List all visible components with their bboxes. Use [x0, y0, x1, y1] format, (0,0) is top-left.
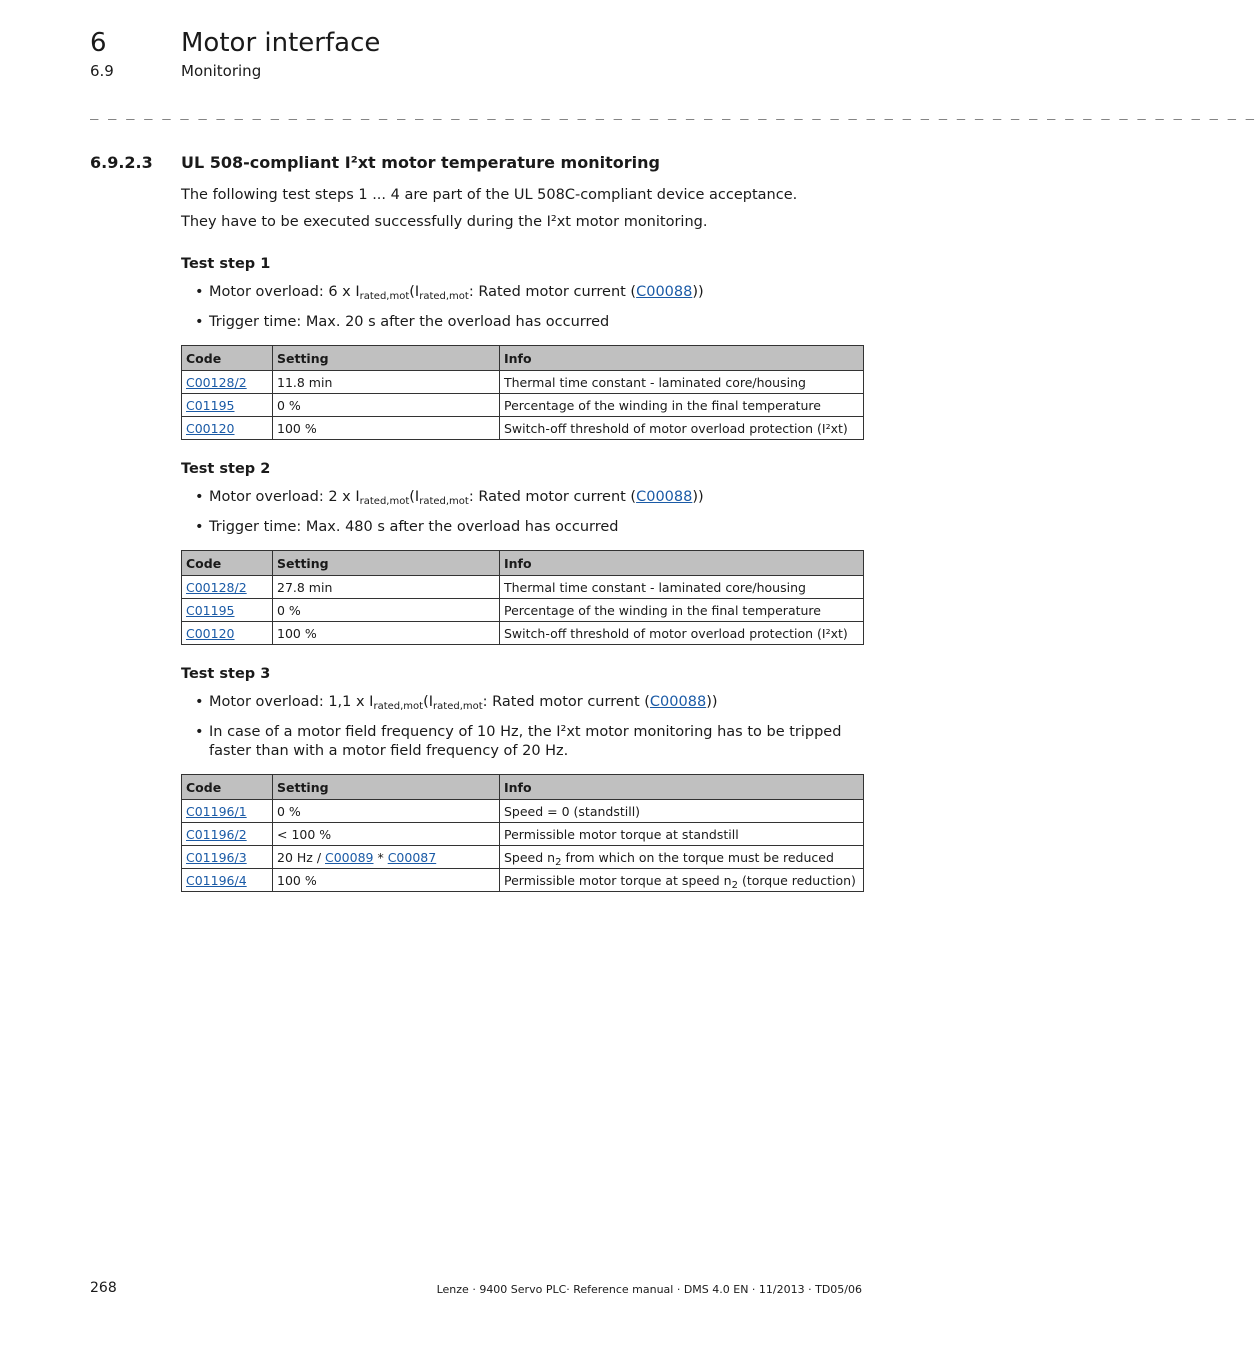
table-row: [182, 599, 864, 622]
step1-trigger-text: Trigger time: Max. 20 s after the overload has occurred: [209, 314, 610, 330]
table-row: [182, 823, 864, 846]
setting-cell: 0 %: [273, 599, 500, 622]
link-c00087[interactable]: C00087: [387, 849, 437, 865]
info-cell: Thermal time constant - laminated core/housing: [500, 576, 864, 599]
setting-cell: 100 %: [273, 869, 500, 892]
code-link[interactable]: C00128/2: [186, 579, 247, 595]
table-row: [182, 394, 864, 417]
table-row: [182, 417, 864, 440]
step1-overload-text: Motor overload: 6 x $I_{rated,mot}(I_{rated,mot}$: Rated motor current (C00088)): [209, 284, 704, 302]
table-row: [182, 576, 864, 599]
table-row: [182, 371, 864, 394]
code-link[interactable]: C01195: [186, 602, 235, 618]
step3-table: [181, 774, 864, 892]
setting-cell: 11.8 min: [273, 371, 500, 394]
table-header-row: [182, 551, 864, 576]
step1-title: Test step 1: [181, 256, 271, 272]
subsection-number: 6.9.2.3: [90, 153, 153, 172]
bullet-dot: •: [195, 314, 204, 330]
col-setting: Setting: [273, 346, 500, 371]
setting-cell: 27.8 min: [273, 576, 500, 599]
info-cell: Percentage of the winding in the final temperature: [500, 394, 864, 417]
info-cell: Switch-off threshold of motor overload protection (I²xt): [500, 622, 864, 645]
info-cell: Percentage of the winding in the final temperature: [500, 599, 864, 622]
setting-cell: 100 %: [273, 417, 500, 440]
setting-cell: < 100 %: [273, 823, 500, 846]
bullet-dot: •: [195, 284, 204, 300]
subsection-title: UL 508-compliant I²xt motor temperature monitoring: [181, 153, 660, 172]
link-c00088[interactable]: C00088: [636, 284, 693, 300]
col-info: Info: [500, 551, 864, 576]
col-code: Code: [182, 551, 273, 576]
step3-title: Test step 3: [181, 666, 271, 682]
link-c00089[interactable]: C00089: [325, 849, 374, 865]
footer-doc-info: Lenze · 9400 Servo PLC· Reference manual · DMS 4.0 EN · 11/2013 · TD05/06: [436, 1283, 862, 1296]
table-row: [182, 846, 864, 869]
chapter-title: Motor interface: [181, 28, 381, 58]
section-number: 6.9: [90, 62, 114, 80]
setting-cell: 0 %: [273, 394, 500, 417]
code-link[interactable]: C00120: [186, 420, 235, 436]
chapter-number: 6: [90, 28, 107, 58]
step2-trigger-text: Trigger time: Max. 480 s after the overload has occurred: [209, 519, 619, 535]
table-row: [182, 869, 864, 892]
code-link[interactable]: C00128/2: [186, 374, 247, 390]
table-row: [182, 800, 864, 823]
step2-table: [181, 550, 864, 645]
table-header-row: [182, 346, 864, 371]
bullet-dot: •: [195, 519, 204, 535]
info-cell: Permissible motor torque at speed $n_2$ (torque reduction): [500, 869, 864, 892]
link-c00088[interactable]: C00088: [636, 489, 693, 505]
step3-overload-text: Motor overload: 1,1 x $I_{rated,mot}(I_{rated,mot}$: Rated motor current (C00088)): [209, 694, 718, 712]
link-c00088[interactable]: C00088: [649, 694, 707, 710]
bullet-dot: •: [195, 694, 204, 710]
section-title: Monitoring: [181, 62, 262, 80]
page-number: 268: [90, 1280, 117, 1296]
code-link[interactable]: C01195: [186, 397, 235, 413]
col-info: Info: [500, 775, 864, 800]
intro-paragraph-2: They have to be executed successfully during the I²xt motor monitoring.: [181, 214, 708, 230]
col-setting: Setting: [273, 775, 500, 800]
info-cell: Switch-off threshold of motor overload protection (I²xt): [500, 417, 864, 440]
col-code: Code: [182, 775, 273, 800]
step1-table: [181, 345, 864, 440]
col-code: Code: [182, 346, 273, 371]
table-row: [182, 622, 864, 645]
step2-overload-text: Motor overload: 2 x $I_{rated,mot}(I_{rated,mot}$: Rated motor current (C00088)): [209, 489, 704, 507]
bullet-dot: •: [195, 724, 204, 740]
table-header-row: [182, 775, 864, 800]
col-info: Info: [500, 346, 864, 371]
setting-cell: 20 Hz / C00089 * C00087: [273, 846, 500, 869]
step2-title: Test step 2: [181, 461, 271, 477]
header-divider: _ _ _ _ _ _ _ _ _ _ _ _ _ _ _ _ _ _ _ _ _ _ _ _ _ _ _ _ _ _ _ _ _ _ _ _ _ _ _ _ _ _ _ _ _ _ _ _ _ _ _ _ _ _ _ _ _ _ _ _ _ _ _ _ _: [90, 104, 1255, 120]
code-link[interactable]: C01196/1: [186, 803, 247, 819]
info-cell: Speed = 0 (standstill): [500, 800, 864, 823]
intro-paragraph-1: The following test steps 1 ... 4 are part of the UL 508C-compliant device acceptance.: [181, 187, 798, 203]
col-setting: Setting: [273, 551, 500, 576]
info-cell: Speed $n_2$ from which on the torque must be reduced: [500, 846, 864, 869]
info-cell: Permissible motor torque at standstill: [500, 823, 864, 846]
setting-cell: 0 %: [273, 800, 500, 823]
code-link[interactable]: C01196/3: [186, 849, 247, 865]
step3-note-text: In case of a motor field frequency of 10 Hz, the I²xt motor monitoring has to be tripped faster than with a motor field frequency of 20 Hz.: [209, 724, 842, 759]
code-link[interactable]: C01196/4: [186, 872, 247, 888]
code-link[interactable]: C00120: [186, 625, 235, 641]
info-cell: Thermal time constant - laminated core/housing: [500, 371, 864, 394]
setting-cell: 100 %: [273, 622, 500, 645]
bullet-dot: •: [195, 489, 204, 505]
code-link[interactable]: C01196/2: [186, 826, 247, 842]
